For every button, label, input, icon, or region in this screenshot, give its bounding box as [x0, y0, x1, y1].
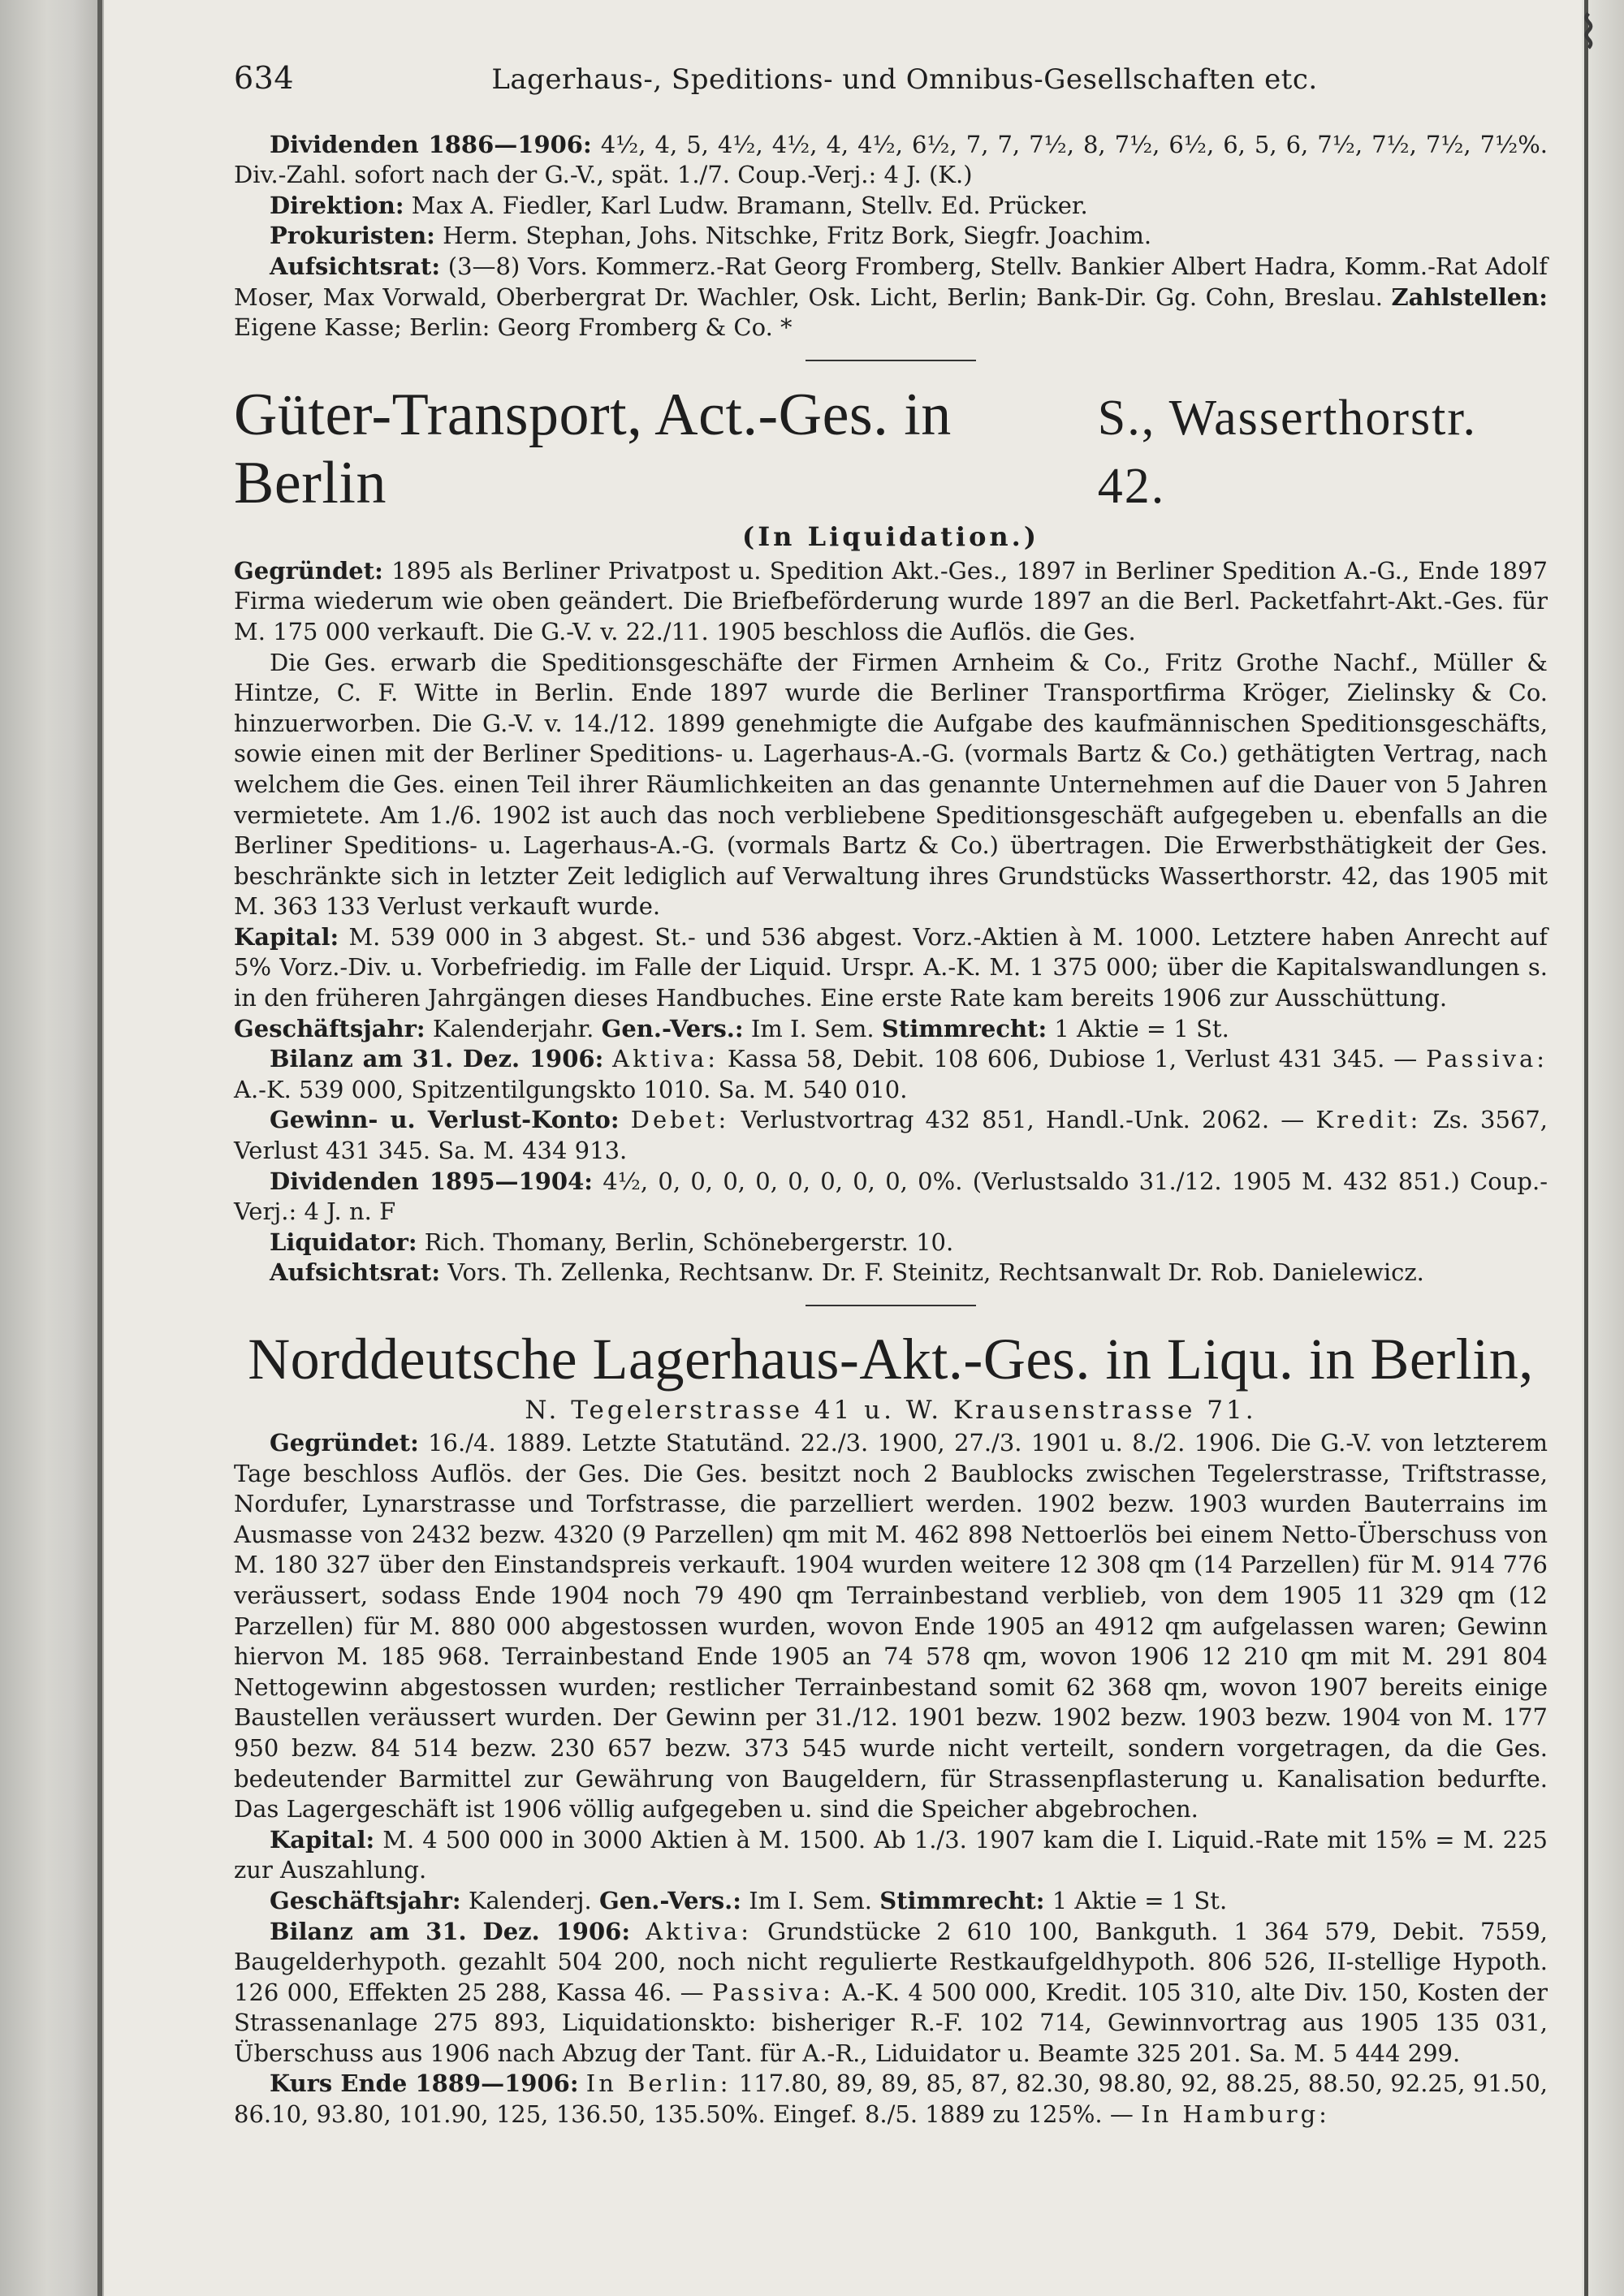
guv-label: Gewinn- u. Verlust-Konto:: [270, 1106, 620, 1134]
dividenden-label: Dividenden 1895—1904:: [270, 1167, 593, 1195]
geschaeftsjahr-text: Kalenderj.: [468, 1886, 592, 1914]
bilanz-entry: [234, 1044, 1548, 1105]
liquidator-text: Rich. Thomany, Berlin, Schönebergerstr. 10.: [424, 1228, 954, 1256]
kredit-text: Zs. 3567, Verlust 431 345. Sa. M. 434 913.: [234, 1106, 1548, 1165]
right-edge-line: [1584, 0, 1588, 2296]
kurs-berlin-word: In Berlin:: [585, 2069, 732, 2098]
aktiva-word: Aktiva:: [646, 1917, 752, 1945]
dividenden-text: 4½, 4, 5, 4½, 4½, 4, 4½, 6½, 7, 7, 7½, 8, 7½, 6½, 6, 5, 6, 7½, 7½, 7½, 7½%. Div.-Zahl. sofort nach der G.-V., spät. 1./7. Coup.-Verj.: 4 J. (K.): [234, 130, 1548, 189]
running-title: Lagerhaus-, Speditions- und Omnibus-Gesellschaften etc.: [491, 63, 1318, 96]
genvers-text: Im I. Sem.: [750, 1014, 875, 1042]
aufsichtsrat-text: (3—8) Vors. Kommerz.-Rat Georg Fromberg, Stellv. Bankier Albert Hadra, Komm.-Rat Adolf Moser, Max Vorwald, Oberbergrat Dr. Wachler, Osk. Licht, Berlin; Bank-Dir. Gg. Cohn, Breslau.: [234, 252, 1548, 311]
debet-word: Debet:: [630, 1106, 730, 1134]
liquidation-status: (In Liquidation.): [742, 520, 1039, 552]
aufsichtsrat-label: Aufsichtsrat:: [270, 1258, 441, 1287]
kurs-label: Kurs Ende 1889—1906:: [270, 2069, 579, 2098]
kapital-entry: [234, 922, 1548, 1014]
prokuristen-label: Prokuristen:: [270, 222, 435, 250]
prokuristen-entry: [234, 221, 1548, 252]
pencil-mark-icon: ⌇: [1577, 6, 1600, 59]
section-divider: [806, 360, 976, 361]
passiva-text: A.-K. 4 500 000, Kredit. 105 310, alte Div. 150, Kosten der Strassenanlage 275 893, Liquidationskto: bisheriger R.-F. 102 714, Gewinnvortrag aus 1905 135 031, Überschuss aus 1906 nach Abzug der Tant. für A.-R., Liduidator u. Beamte 325 201. Sa. M. 5 444 299.: [234, 1978, 1548, 2067]
geschaeftsjahr-label: Geschäftsjahr:: [234, 1014, 425, 1042]
book-gutter: [0, 0, 104, 2296]
dividenden-text: 4½, 0, 0, 0, 0, 0, 0, 0, 0, 0%. (Verlustsaldo 31./12. 1905 M. 432 851.) Coup.-Verj.: 4 J. n. F: [234, 1167, 1548, 1226]
kapital-label: Kapital:: [270, 1825, 375, 1854]
kurs-hamburg-word: In Hamburg:: [1141, 2100, 1330, 2129]
aktiva-text: Grundstücke 2 610 100, Bankguth. 1 364 579, Debit. 7559, Baugelderhypoth. gezahlt 504 200, noch nicht regulierte Restkaufgeldhypoth. 806 526, II-stellige Hypoth. 126 000, Effekten 25 288, Kassa 46. —: [234, 1917, 1548, 2006]
genvers-text: Im I. Sem.: [749, 1886, 872, 1914]
geschaeftsjahr-entry: [234, 1886, 1548, 1917]
kapital-entry: [234, 1825, 1548, 1886]
bilanz-entry: [234, 1917, 1548, 2069]
aufsichtsrat-label: Aufsichtsrat:: [270, 252, 441, 280]
gegruendet-text: 16./4. 1889. Letzte Statutänd. 22./3. 1900, 27./3. 1901 u. 8./2. 1906. Die G.-V. von letzterem Tage beschloss Auflös. der Ges. Die Ges. besitzt noch 2 Baublocks zwischen Tegelerstrasse, Triftstrasse, Nordufer, Lynarstrasse und Torfstrasse, die parzelliert werden. 1902 bezw. 1903 wurden Bauterrains im Ausmasse von 2432 bezw. 4320 (9 Parzellen) qm mit M. 462 898 Nettoerlös bei einem Netto-Überschuss von M. 180 327 über den Einstandspreis verkauft. 1904 wurden weitere 12 308 qm (14 Parzellen) für M. 914 776 veräussert, sodass Ende 1904 noch 79 490 qm Terrainbestand verblieb, von dem 1905 11 329 qm (12 Parzellen) für M. 880 000 abgestossen wurden, wovon Ende 1905 an 4912 qm aufgelassen waren; Gewinn hiervon M. 185 968. Terrainbestand Ende 1905 an 74 578 qm, wovon 1906 12 210 qm mit M. 291 804 Nettogewinn abgestossen wurden; restlicher Terrainbestand somit 62 368 qm, wovon 1907 bereits einige Baustellen veräussert wurden. Der Gewinn per 31./12. 1901 bezw. 1902 bezw. 1903 bezw. 1904 von M. 177 950 bezw. 84 514 bezw. 230 657 bezw. 373 545 wurde nicht verteilt, sondern vorgetragen, da die Ges. bedeutender Barmittel zur Gewährung von Baugeldern, für Strassenpflasterung u. Kanalisation bedurfte. Das Lagergeschäft ist 1906 völlig aufgegeben u. sind die Speicher abgebrochen.: [234, 1429, 1548, 1823]
section-divider: [806, 1305, 976, 1306]
liquidator-entry: [234, 1228, 1548, 1258]
passiva-word: Passiva:: [1426, 1045, 1548, 1073]
company-entry-norddeutsche-lagerhaus: [234, 1324, 1548, 2130]
zahlstellen-label: Zahlstellen:: [1391, 283, 1548, 311]
dividenden-label: Dividenden 1886—1906:: [270, 130, 592, 158]
debet-text: Verlustvortrag 432 851, Handl.-Unk. 2062. —: [741, 1106, 1305, 1134]
company-address: S., Wasserthorstr. 42.: [1097, 390, 1478, 514]
company-name: Güter-Transport, Act.-Ges. in Berlin: [234, 381, 952, 516]
kredit-word: Kredit:: [1315, 1106, 1422, 1134]
geschaeftsjahr-text: Kalenderjahr.: [432, 1014, 594, 1042]
geschaeftsjahr-label: Geschäftsjahr:: [270, 1886, 461, 1914]
stimmrecht-label: Stimmrecht:: [879, 1886, 1045, 1914]
kapital-text: M. 539 000 in 3 abgest. St.- und 536 abgest. Vorz.-Aktien à M. 1000. Letztere haben Anrecht auf 5% Vorz.-Div. u. Vorbefriedig. im Falle der Liquid. Urspr. A.-K. M. 1 375 000; über die Kapitalswandlungen s. in den früheren Jahrgängen dieses Handbuches. Eine erste Rate kam bereits 1906 zur Ausschüttung.: [234, 922, 1548, 1012]
direktion-text: Max A. Fiedler, Karl Ludw. Bramann, Stellv. Ed. Prücker.: [411, 191, 1088, 219]
guv-entry: [234, 1105, 1548, 1166]
bilanz-label: Bilanz am 31. Dez. 1906:: [270, 1917, 631, 1945]
company-entry-gueter-transport: [234, 381, 1548, 1288]
genvers-label: Gen.-Vers.:: [598, 1886, 741, 1914]
page-header: [234, 60, 1548, 96]
document-page: [234, 60, 1548, 2130]
zahlstellen-text: Eigene Kasse; Berlin: Georg Fromberg & Co. *: [234, 313, 793, 342]
direktion-entry: [234, 191, 1548, 222]
liquidator-label: Liquidator:: [270, 1228, 417, 1256]
stimmrecht-label: Stimmrecht:: [881, 1014, 1047, 1042]
aktiva-text: Kassa 58, Debit. 108 606, Dubiose 1, Verlust 431 345. —: [727, 1045, 1418, 1073]
previous-entry-continuation: [234, 130, 1548, 343]
bilanz-label: Bilanz am 31. Dez. 1906:: [270, 1045, 604, 1073]
aktiva-word: Aktiva:: [612, 1045, 719, 1073]
aufsichtsrat-entry: [234, 252, 1548, 343]
geschaeftsjahr-entry: [234, 1014, 1548, 1045]
dividenden-entry: [234, 1167, 1548, 1228]
gutter-edge-line: [97, 0, 102, 2296]
kurs-entry: [234, 2069, 1548, 2130]
kurs-text: 117.80, 89, 89, 85, 87, 82.30, 98.80, 92, 88.25, 88.50, 92.25, 91.50, 86.10, 93.80, 101.90, 125, 136.50, 135.50%. Eingef. 8./5. 1889 zu 125%. —: [234, 2069, 1548, 2129]
aufsichtsrat-text: Vors. Th. Zellenka, Rechtsanw. Dr. F. Steinitz, Rechtsanwalt Dr. Rob. Danielewicz.: [447, 1258, 1424, 1287]
aufsichtsrat-entry: [234, 1258, 1548, 1288]
prokuristen-text: Herm. Stephan, Johs. Nitschke, Fritz Bork, Siegfr. Joachim.: [443, 222, 1152, 250]
kapital-label: Kapital:: [234, 922, 339, 951]
gegruendet-label: Gegründet:: [234, 556, 383, 585]
company-title: [234, 381, 1548, 520]
stimmrecht-text: 1 Aktie = 1 St.: [1054, 1014, 1229, 1042]
gegruendet-entry: [234, 1428, 1548, 1825]
genvers-label: Gen.-Vers.:: [601, 1014, 744, 1042]
stimmrecht-text: 1 Aktie = 1 St.: [1052, 1886, 1228, 1914]
gegruendet-text: 1895 als Berliner Privatpost u. Spedition Akt.-Ges., 1897 in Berliner Spedition A.-G., Ende 1897 Firma wiederum wie oben geändert. Die Briefbeförderung wurde 1897 an die Berl. Packetfahrt-Akt.-Ges. für M. 175 000 verkauft. Die G.-V. v. 22./11. 1905 beschloss die Auflös. die Ges.: [234, 556, 1548, 645]
company-title: Norddeutsche Lagerhaus-Akt.-Ges. in Liqu. in Berlin,: [248, 1327, 1534, 1392]
gegruendet-entry: [234, 556, 1548, 648]
dividenden-entry: [234, 130, 1548, 191]
company-address: N. Tegelerstrasse 41 u. W. Krausenstrasse 71.: [525, 1396, 1257, 1425]
direktion-label: Direktion:: [270, 191, 404, 219]
passiva-text: A.-K. 539 000, Spitzentilgungskto 1010. Sa. M. 540 010.: [234, 1075, 908, 1103]
kapital-text: M. 4 500 000 in 3000 Aktien à M. 1500. Ab 1./3. 1907 kam die I. Liquid.-Rate mit 15% = M. 225 zur Auszahlung.: [234, 1825, 1548, 1884]
gegruendet-label: Gegründet:: [270, 1429, 419, 1457]
passiva-word: Passiva:: [711, 1978, 834, 2006]
history-paragraph: Die Ges. erwarb die Speditionsgeschäfte der Firmen Arnheim & Co., Fritz Grothe Nachf., Müller & Hintze, C. F. Witte in Berlin. Ende 1897 wurde die Berliner Transportfirma Kröger, Zielinsky & Co. hinzuerworben. Die G.-V. v. 14./12. 1899 genehmigte die Aufgabe des kaufmännischen Speditionsgeschäfts, sowie einen mit der Berliner Speditions- u. Lagerhaus-A.-G. (vormals Bartz & Co.) gethätigten Vertrag, nach welchem die Ges. einen Teil ihrer Räumlichkeiten an das genannte Unternehmen auf die Dauer von 5 Jahren vermietete. Am 1./6. 1902 ist auch das noch verbliebene Speditionsgeschäft aufgegeben u. ebenfalls an die Berliner Speditions- u. Lagerhaus-A.-G. (vormals Bartz & Co.) übertragen. Die Erwerbsthätigkeit der Ges. beschränkte sich in letzter Zeit lediglich auf Verwaltung ihres Grundstücks Wasserthorstr. 42, das 1905 mit M. 363 133 Verlust verkauft wurde.: [234, 648, 1548, 921]
page-number: 634: [234, 60, 295, 96]
